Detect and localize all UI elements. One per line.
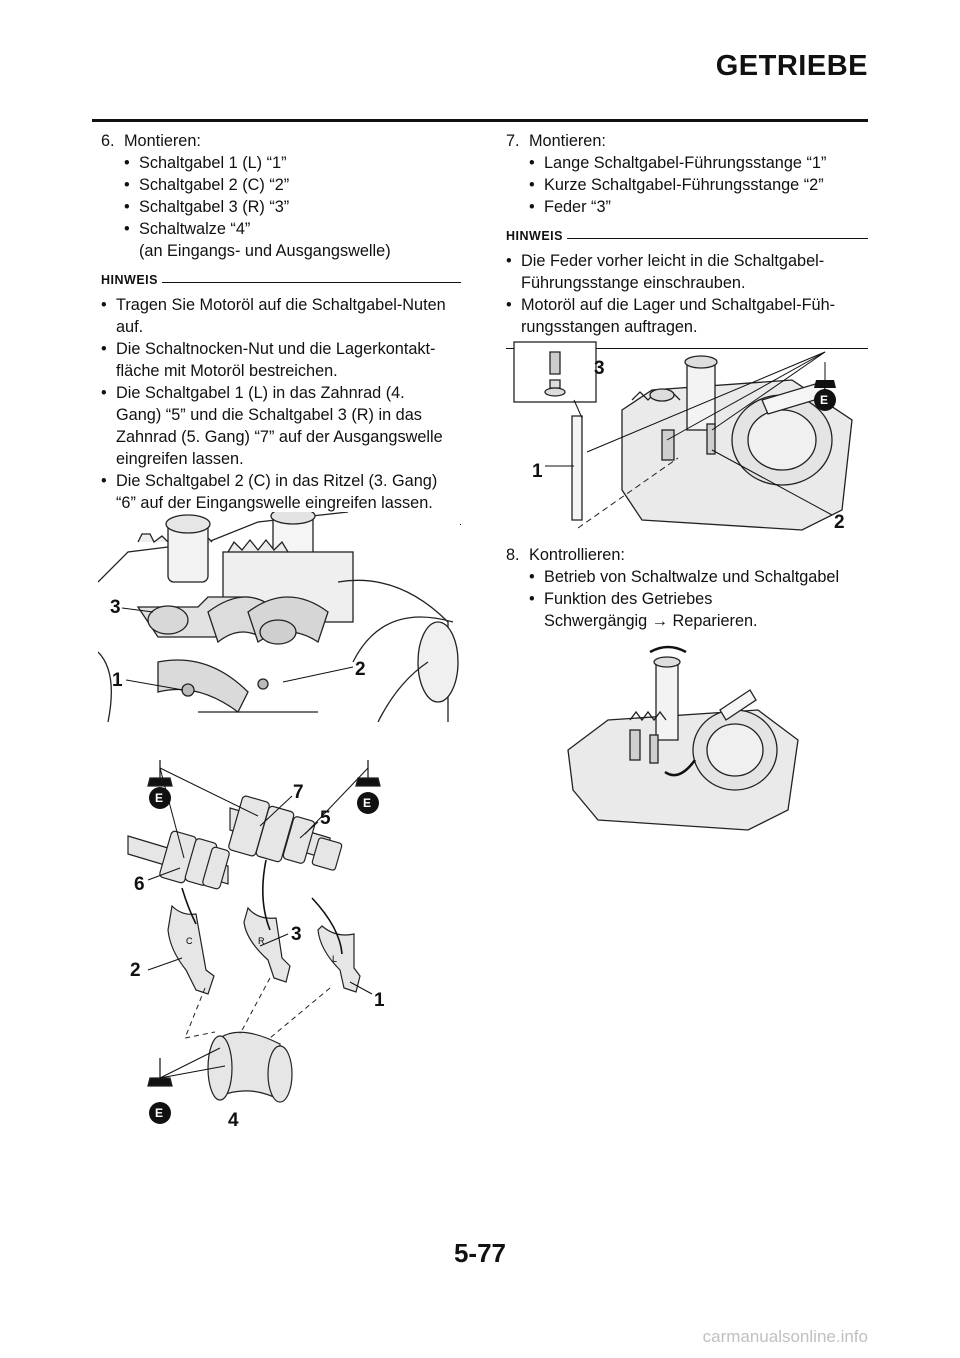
figure-shift-forks-photo bbox=[98, 512, 460, 722]
lube-mark-e: E bbox=[155, 791, 164, 805]
figure-rotation-check bbox=[560, 640, 810, 840]
fork-letter: C bbox=[186, 936, 193, 946]
list-item: • Schaltwalze “4” bbox=[124, 218, 461, 240]
lube-mark-e: E bbox=[363, 796, 372, 810]
note-heading: HINWEIS bbox=[506, 226, 868, 246]
step-6-heading: 6. Montieren: bbox=[101, 132, 201, 150]
page-number: 5-77 bbox=[453, 1238, 507, 1268]
callout-label: 2 bbox=[834, 512, 845, 533]
lube-mark-e: E bbox=[820, 393, 829, 407]
fork-letter: L bbox=[332, 954, 338, 964]
step-8-heading: 8. Kontrollieren: bbox=[506, 546, 625, 564]
left-column bbox=[101, 130, 461, 525]
list-item: • Kurze Schaltgabel-Führungsstange “2” bbox=[529, 174, 868, 196]
fork-letter: R bbox=[258, 936, 265, 946]
callout-label: 1 bbox=[374, 990, 385, 1011]
note-body bbox=[506, 250, 868, 338]
list-item: • Schaltgabel 2 (C) “2” bbox=[124, 174, 461, 196]
list-item: • Feder “3” bbox=[529, 196, 868, 218]
note-bullet: • Die Schaltnocken-Nut und die Lagerkontakt- fläche mit Motoröl bestreichen. bbox=[101, 338, 461, 382]
right-column bbox=[506, 130, 868, 349]
note-bullet: • Die Feder vorher leicht in die Schaltgabel- Führungsstange einschrauben. bbox=[506, 250, 868, 294]
note-box bbox=[101, 270, 461, 525]
callout-label: 3 bbox=[110, 597, 121, 618]
watermark: carmanualsonline.info bbox=[702, 1327, 868, 1346]
note-bullet: • Die Schaltgabel 2 (C) in das Ritzel (3. Gang) “6” auf der Eingangswelle eingreifen lassen. bbox=[101, 470, 461, 514]
note-bullet: • Tragen Sie Motoröl auf die Schaltgabel-Nuten auf. bbox=[101, 294, 461, 338]
figure-exploded-transmission bbox=[110, 748, 400, 1133]
callout-label: 7 bbox=[293, 782, 304, 803]
callout-label: 6 bbox=[134, 874, 145, 895]
note-bullet: • Die Schaltgabel 1 (L) in das Zahnrad (4. Gang) “5” und die Schaltgabel 3 (R) in das Zahnrad (5. Gang) “7” auf der Ausgangswelle eingreifen lassen. bbox=[101, 382, 461, 470]
lube-mark-e: E bbox=[155, 1106, 164, 1120]
list-item: • Lange Schaltgabel-Führungsstange “1” bbox=[529, 152, 868, 174]
note-bullet: • Motoröl auf die Lager und Schaltgabel-Füh- rungsstangen auftragen. bbox=[506, 294, 868, 338]
page-title: GETRIEBE bbox=[715, 50, 868, 82]
callout-label: 2 bbox=[130, 960, 141, 981]
callout-label: 3 bbox=[291, 924, 302, 945]
callout-label: 4 bbox=[228, 1110, 239, 1131]
step-6-list bbox=[124, 152, 461, 262]
callout-label: 5 bbox=[320, 808, 331, 829]
step-8-list bbox=[529, 566, 868, 632]
list-item: • Schaltgabel 1 (L) “1” bbox=[124, 152, 461, 174]
list-item-continuation: Schwergängig → Reparieren. bbox=[544, 612, 758, 630]
note-body bbox=[101, 294, 461, 514]
step-7-heading: 7. Montieren: bbox=[506, 132, 606, 150]
callout-label: 3 bbox=[594, 358, 605, 379]
header-rule bbox=[92, 119, 868, 122]
list-item-continuation: (an Eingangs- und Ausgangswelle) bbox=[139, 242, 391, 260]
list-item: • Funktion des Getriebes bbox=[529, 588, 868, 610]
callout-label: 1 bbox=[112, 670, 123, 691]
callout-label: 1 bbox=[532, 461, 543, 482]
note-box bbox=[506, 226, 868, 349]
list-item: • Betrieb von Schaltwalze und Schaltgabel bbox=[529, 566, 868, 588]
step-8-block bbox=[506, 544, 868, 632]
figure-guide-bars bbox=[512, 340, 868, 540]
list-item: • Schaltgabel 3 (R) “3” bbox=[124, 196, 461, 218]
callout-label: 2 bbox=[355, 659, 366, 680]
note-heading: HINWEIS bbox=[101, 270, 461, 290]
step-7-list bbox=[529, 152, 868, 218]
